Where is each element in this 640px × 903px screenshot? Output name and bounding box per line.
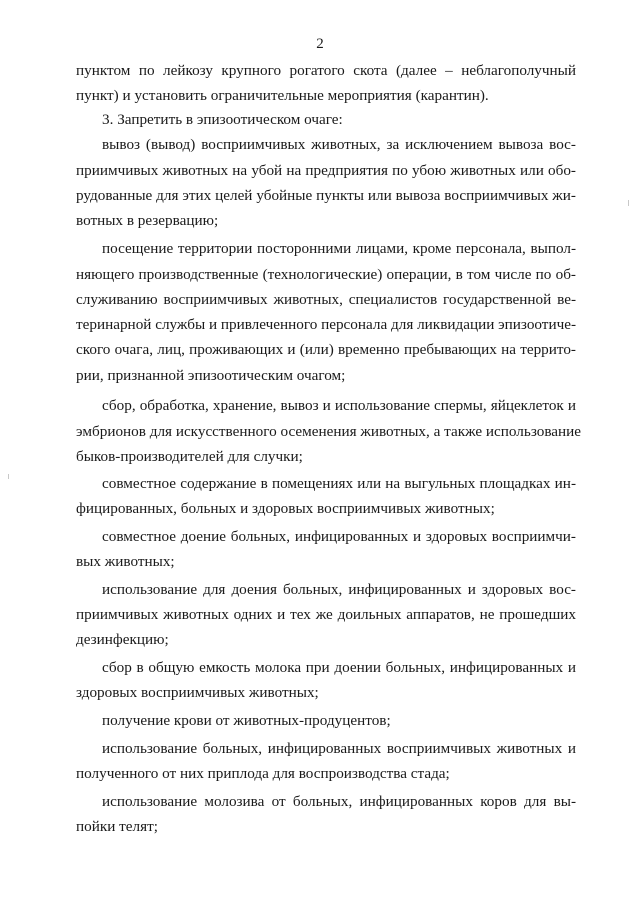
text-line: совместное содержание в помещениях или на выгульных площадках ин-	[102, 475, 576, 492]
text-line: использование молозива от больных, инфицированных коров для вы-	[102, 793, 576, 810]
text-line: дезинфекцию;	[76, 631, 169, 648]
text-line: ского очага, лиц, проживающих и (или) временно пребывающих на террито-	[76, 341, 576, 358]
text-line: пойки телят;	[76, 818, 158, 835]
text-line: здоровых восприимчивых животных;	[76, 684, 319, 701]
page-number: 2	[316, 36, 324, 52]
text-line: приимчивых животных одних и тех же доильных аппаратов, не прошедших	[76, 606, 576, 623]
text-line: получение крови от животных-продуцентов;	[102, 712, 391, 729]
text-line: совместное доение больных, инфицированных и здоровых восприимчи-	[102, 528, 576, 545]
text-line: посещение территории посторонними лицами, кроме персонала, выпол-	[102, 240, 576, 257]
text-line: использование больных, инфицированных восприимчивых животных и	[102, 740, 576, 757]
text-line: сбор в общую емкость молока при доении больных, инфицированных и	[102, 659, 576, 676]
section-heading: 3. Запретить в эпизоотическом очаге:	[102, 111, 343, 128]
text-line: рудованные для этих целей убойные пункты или вывоза восприимчивых жи-	[76, 187, 576, 204]
text-line: использование для доения больных, инфицированных и здоровых вос-	[102, 581, 576, 598]
text-line: эмбрионов для искусственного осеменения животных, а также использование	[76, 423, 582, 440]
text-line: пунктом по лейкозу крупного рогатого скота (далее – неблагополучный	[76, 62, 576, 79]
text-line: приимчивых животных на убой на предприятия по убою животных или обо-	[76, 162, 576, 179]
text-line: вотных в резервацию;	[76, 212, 219, 229]
text-line: рии, признанной эпизоотическим очагом;	[76, 367, 346, 384]
text-line: вых животных;	[76, 553, 175, 570]
text-line: полученного от них приплода для воспроизводства стада;	[76, 765, 450, 782]
text-line: быков-производителей для случки;	[76, 448, 303, 465]
text-line: фицированных, больных и здоровых восприимчивых животных;	[76, 500, 495, 517]
text-line: вывоз (вывод) восприимчивых животных, за исключением вывоза вос-	[102, 136, 576, 153]
text-line: теринарной службы и привлеченного персонала для ликвидации эпизоотиче-	[76, 316, 577, 333]
text-line: няющего производственные (технологические) операции, в том числе по об-	[76, 266, 576, 283]
text-line: сбор, обработка, хранение, вывоз и использование спермы, яйцеклеток и	[102, 397, 576, 414]
scan-artifact	[8, 474, 9, 479]
scan-artifact	[628, 200, 629, 206]
text-line: пункт) и установить ограничительные мероприятия (карантин).	[76, 87, 489, 104]
text-line: служиванию восприимчивых животных, специалистов государственной ве-	[76, 291, 576, 308]
